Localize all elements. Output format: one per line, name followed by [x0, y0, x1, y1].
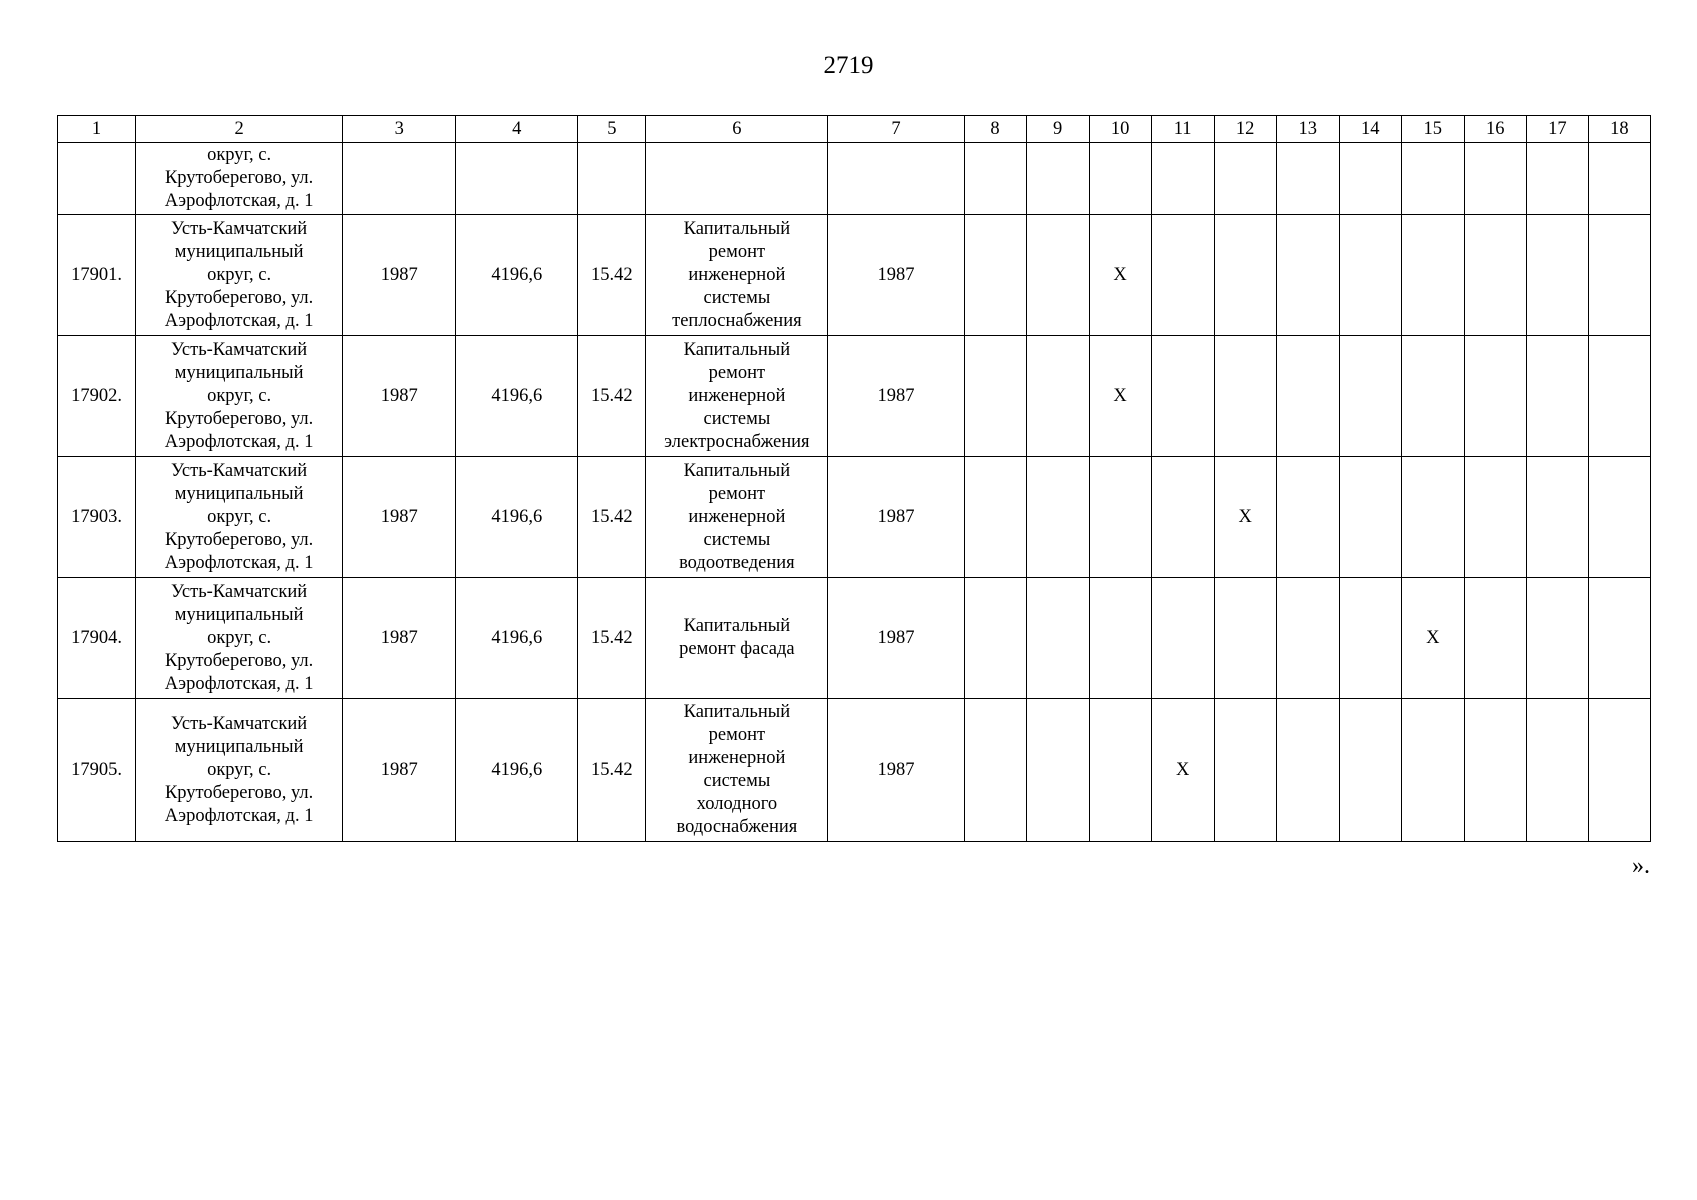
cell-empty — [1089, 578, 1151, 699]
cell-area: 4196,6 — [456, 457, 578, 578]
cell-code: 15.42 — [578, 336, 646, 457]
cell-empty — [1026, 699, 1089, 842]
column-header-17: 17 — [1526, 116, 1588, 143]
column-header-3: 3 — [343, 116, 456, 143]
cell-empty — [1339, 699, 1401, 842]
cell-empty — [1151, 457, 1214, 578]
cell-empty — [1464, 215, 1526, 336]
table-row — [58, 215, 1651, 336]
cell-address: Усть-Камчатский муниципальный округ, с. Крутоберегово, ул. Аэрофлотская, д. 1 — [136, 336, 343, 457]
cell-year: 1987 — [343, 336, 456, 457]
cell-empty — [1214, 143, 1276, 215]
cell-work-type: Капитальный ремонт фасада — [646, 578, 828, 699]
cell-empty — [1588, 578, 1650, 699]
cell-empty — [1401, 457, 1464, 578]
cell-empty — [456, 143, 578, 215]
cell-empty — [964, 143, 1026, 215]
cell-empty — [1401, 215, 1464, 336]
column-header-16: 16 — [1464, 116, 1526, 143]
column-header-12: 12 — [1214, 116, 1276, 143]
cell-address: Усть-Камчатский муниципальный округ, с. Крутоберегово, ул. Аэрофлотская, д. 1 — [136, 215, 343, 336]
cell-empty — [1089, 457, 1151, 578]
cell-empty — [1526, 457, 1588, 578]
cell-year-planned: 1987 — [828, 578, 964, 699]
cell-empty — [1339, 578, 1401, 699]
column-header-10: 10 — [1089, 116, 1151, 143]
cell-empty — [1464, 336, 1526, 457]
cell-empty — [1526, 578, 1588, 699]
register-table — [57, 115, 1651, 842]
table-row — [58, 699, 1651, 842]
cell-mark-col-10: Х — [1089, 336, 1151, 457]
cell-empty — [1214, 578, 1276, 699]
cell-empty — [1089, 143, 1151, 215]
cell-empty — [1588, 457, 1650, 578]
cell-empty — [1588, 699, 1650, 842]
cell-address: Усть-Камчатский муниципальный округ, с. Крутоберегово, ул. Аэрофлотская, д. 1 — [136, 699, 343, 842]
cell-empty — [1588, 215, 1650, 336]
cell-num: 17903. — [58, 457, 136, 578]
column-header-15: 15 — [1401, 116, 1464, 143]
cell-empty — [1339, 457, 1401, 578]
cell-year-planned: 1987 — [828, 215, 964, 336]
cell-empty — [1339, 336, 1401, 457]
cell-code: 15.42 — [578, 578, 646, 699]
cell-empty — [1214, 699, 1276, 842]
cell-empty — [1464, 699, 1526, 842]
cell-address: округ, с. Крутоберегово, ул. Аэрофлотская, д. 1 — [136, 143, 343, 215]
cell-code: 15.42 — [578, 699, 646, 842]
cell-empty — [1151, 215, 1214, 336]
closing-quote-mark: ». — [1632, 853, 1650, 879]
cell-empty — [1026, 215, 1089, 336]
cell-empty — [1526, 215, 1588, 336]
header-row — [58, 116, 1651, 143]
cell-empty — [1526, 699, 1588, 842]
cell-empty — [1276, 143, 1339, 215]
cell-empty — [1339, 143, 1401, 215]
cell-num: 17902. — [58, 336, 136, 457]
cell-address: Усть-Камчатский муниципальный округ, с. Крутоберегово, ул. Аэрофлотская, д. 1 — [136, 457, 343, 578]
cell-empty — [1401, 143, 1464, 215]
cell-mark-col-12: Х — [1214, 457, 1276, 578]
column-header-6: 6 — [646, 116, 828, 143]
cell-year: 1987 — [343, 215, 456, 336]
table-row — [58, 457, 1651, 578]
cell-work-type: Капитальный ремонт инженерной системы электроснабжения — [646, 336, 828, 457]
cell-year-planned: 1987 — [828, 699, 964, 842]
cell-empty — [1276, 215, 1339, 336]
cell-empty — [1526, 336, 1588, 457]
cell-empty — [1401, 336, 1464, 457]
cell-empty — [1276, 699, 1339, 842]
cell-empty — [1151, 336, 1214, 457]
column-header-4: 4 — [456, 116, 578, 143]
cell-address: Усть-Камчатский муниципальный округ, с. Крутоберегово, ул. Аэрофлотская, д. 1 — [136, 578, 343, 699]
cell-num: 17904. — [58, 578, 136, 699]
cell-area: 4196,6 — [456, 578, 578, 699]
cell-code: 15.42 — [578, 215, 646, 336]
cell-year: 1987 — [343, 457, 456, 578]
cell-empty — [343, 143, 456, 215]
cell-empty — [1151, 578, 1214, 699]
cell-empty — [1464, 143, 1526, 215]
column-header-9: 9 — [1026, 116, 1089, 143]
column-header-18: 18 — [1588, 116, 1650, 143]
cell-empty — [1026, 578, 1089, 699]
cell-mark-col-11: Х — [1151, 699, 1214, 842]
column-header-8: 8 — [964, 116, 1026, 143]
cell-empty — [1276, 578, 1339, 699]
cell-work-type: Капитальный ремонт инженерной системы водоотведения — [646, 457, 828, 578]
cell-empty — [1526, 143, 1588, 215]
cell-empty — [1588, 143, 1650, 215]
cell-empty — [964, 215, 1026, 336]
cell-empty — [1464, 578, 1526, 699]
cell-empty — [1464, 457, 1526, 578]
table-row — [58, 336, 1651, 457]
cell-empty — [1214, 215, 1276, 336]
cell-work-type: Капитальный ремонт инженерной системы холодного водоснабжения — [646, 699, 828, 842]
cell-empty — [1276, 457, 1339, 578]
column-header-14: 14 — [1339, 116, 1401, 143]
cell-empty — [1026, 336, 1089, 457]
cell-work-type: Капитальный ремонт инженерной системы теплоснабжения — [646, 215, 828, 336]
cell-empty — [1089, 699, 1151, 842]
cell-empty — [828, 143, 964, 215]
cell-num — [58, 143, 136, 215]
cell-empty — [964, 457, 1026, 578]
cell-year-planned: 1987 — [828, 457, 964, 578]
cell-empty — [1401, 699, 1464, 842]
column-header-5: 5 — [578, 116, 646, 143]
cell-num: 17905. — [58, 699, 136, 842]
cell-empty — [578, 143, 646, 215]
page-number: 2719 — [823, 52, 874, 79]
column-header-11: 11 — [1151, 116, 1214, 143]
column-header-13: 13 — [1276, 116, 1339, 143]
cell-empty — [1026, 143, 1089, 215]
cell-mark-col-10: Х — [1089, 215, 1151, 336]
table-row — [58, 578, 1651, 699]
cell-empty — [964, 699, 1026, 842]
cell-code: 15.42 — [578, 457, 646, 578]
cell-empty — [1026, 457, 1089, 578]
table-row-continuation — [58, 143, 1651, 215]
cell-empty — [964, 336, 1026, 457]
cell-empty — [646, 143, 828, 215]
cell-empty — [964, 578, 1026, 699]
cell-mark-col-15: Х — [1401, 578, 1464, 699]
column-header-2: 2 — [136, 116, 343, 143]
cell-year: 1987 — [343, 699, 456, 842]
cell-area: 4196,6 — [456, 336, 578, 457]
cell-area: 4196,6 — [456, 699, 578, 842]
column-header-1: 1 — [58, 116, 136, 143]
cell-empty — [1588, 336, 1650, 457]
cell-area: 4196,6 — [456, 215, 578, 336]
cell-num: 17901. — [58, 215, 136, 336]
cell-empty — [1151, 143, 1214, 215]
cell-empty — [1214, 336, 1276, 457]
cell-year: 1987 — [343, 578, 456, 699]
cell-empty — [1339, 215, 1401, 336]
cell-empty — [1276, 336, 1339, 457]
cell-year-planned: 1987 — [828, 336, 964, 457]
table-body — [58, 116, 1651, 842]
column-header-7: 7 — [828, 116, 964, 143]
